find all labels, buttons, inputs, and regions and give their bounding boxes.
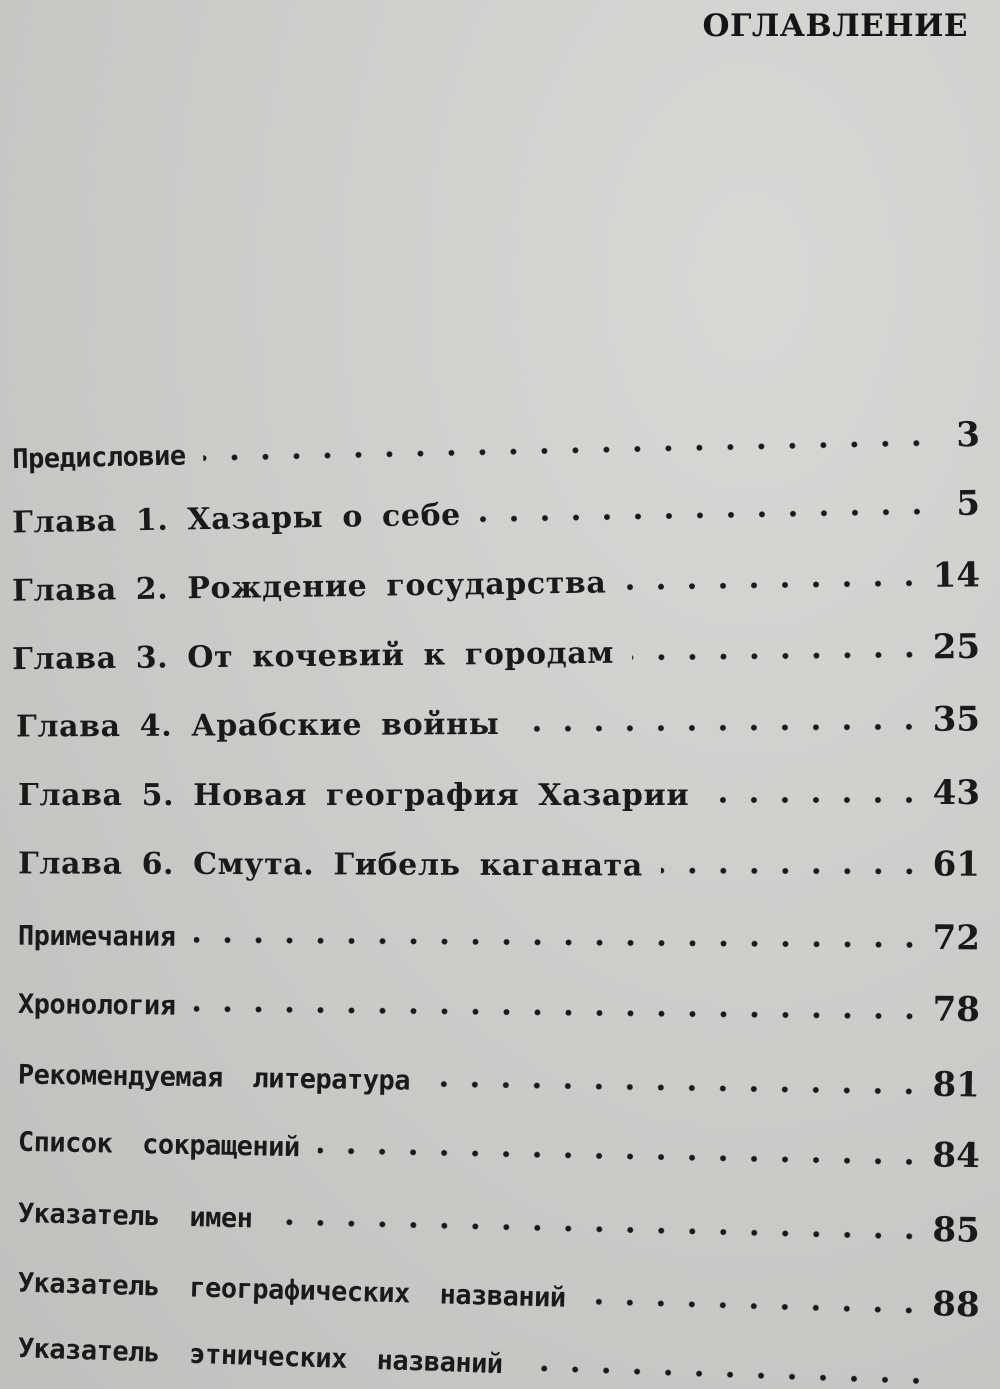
toc-entry-title: Список сокращений bbox=[17, 1126, 300, 1164]
toc-entry bbox=[18, 970, 980, 1030]
toc-entry-page: 88 bbox=[931, 1284, 981, 1326]
toc-entry-page: 14 bbox=[932, 555, 981, 596]
toc-leader-dots bbox=[624, 579, 924, 591]
toc-entry-title: Хронология bbox=[17, 988, 176, 1022]
toc-leader-dots bbox=[583, 1297, 924, 1315]
toc-leader-dots bbox=[270, 1218, 924, 1241]
toc-entry-page: 81 bbox=[932, 1064, 981, 1106]
toc-entry bbox=[12, 405, 981, 475]
toc-entry-title: Глава 3. От кочевий к городам bbox=[11, 635, 615, 678]
toc-leader-dots bbox=[193, 1005, 924, 1021]
toc-entry bbox=[17, 1249, 980, 1326]
toc-entry-title: Глава 6. Смута. Гибель каганата bbox=[17, 846, 643, 884]
toc-entry bbox=[16, 689, 980, 744]
toc-entry-title: Примечания bbox=[17, 920, 176, 953]
toc-entry-page: 3 bbox=[955, 414, 981, 456]
toc-entry-page: 72 bbox=[932, 918, 981, 959]
toc-entry bbox=[12, 617, 980, 677]
toc-leader-dots bbox=[520, 1364, 931, 1386]
toc-entry-page: 43 bbox=[932, 773, 980, 813]
toc-leader-dots bbox=[479, 507, 932, 523]
toc-entry-title: Глава 5. Новая география Хазарии bbox=[18, 778, 690, 813]
toc-entry-title: Рекомендуемая литература bbox=[17, 1059, 411, 1097]
toc-entry-title: Глава 4. Арабские войны bbox=[15, 706, 500, 745]
toc-leader-dots bbox=[193, 936, 924, 949]
toc-entry bbox=[17, 1314, 980, 1389]
toc-entry-page: 25 bbox=[932, 626, 981, 668]
toc-entry-title: Указатель имен bbox=[17, 1198, 253, 1235]
toc-entry-title: Глава 2. Рождение государства bbox=[11, 565, 607, 609]
toc-entry bbox=[12, 474, 981, 541]
toc-entry-title: Предисловие bbox=[11, 440, 186, 476]
toc-entry bbox=[18, 1040, 981, 1105]
toc-entry-page: 78 bbox=[932, 989, 981, 1031]
toc-entry-title: Глава 1. Хазары о себе bbox=[11, 497, 462, 541]
toc-leader-dots bbox=[318, 1147, 925, 1167]
toc-leader-dots bbox=[632, 651, 925, 662]
toc-leader-dots bbox=[661, 867, 925, 876]
toc-leader-dots bbox=[517, 723, 924, 733]
toc-entry bbox=[18, 763, 980, 813]
toc-entry-page: 61 bbox=[932, 844, 981, 885]
toc-entry bbox=[18, 1108, 981, 1176]
toc-entry-title: Указатель этнических названий bbox=[17, 1333, 504, 1381]
toc-entry-page: 5 bbox=[955, 483, 981, 524]
toc-leader-dots bbox=[204, 439, 933, 462]
toc-leader-dots bbox=[428, 1080, 925, 1096]
toc-entry bbox=[18, 1179, 981, 1251]
toc-entry bbox=[18, 831, 980, 884]
toc-entry bbox=[18, 902, 980, 959]
page-heading: ОГЛАВЛЕНИЕ bbox=[702, 8, 968, 44]
toc-entry-page: 85 bbox=[931, 1209, 981, 1251]
toc-entry-page: 35 bbox=[932, 699, 981, 740]
toc-entry-page: 84 bbox=[932, 1135, 981, 1177]
toc-entry-title: Указатель географических названий bbox=[17, 1267, 567, 1314]
toc-leader-dots bbox=[707, 796, 924, 804]
toc-entry bbox=[12, 545, 981, 609]
